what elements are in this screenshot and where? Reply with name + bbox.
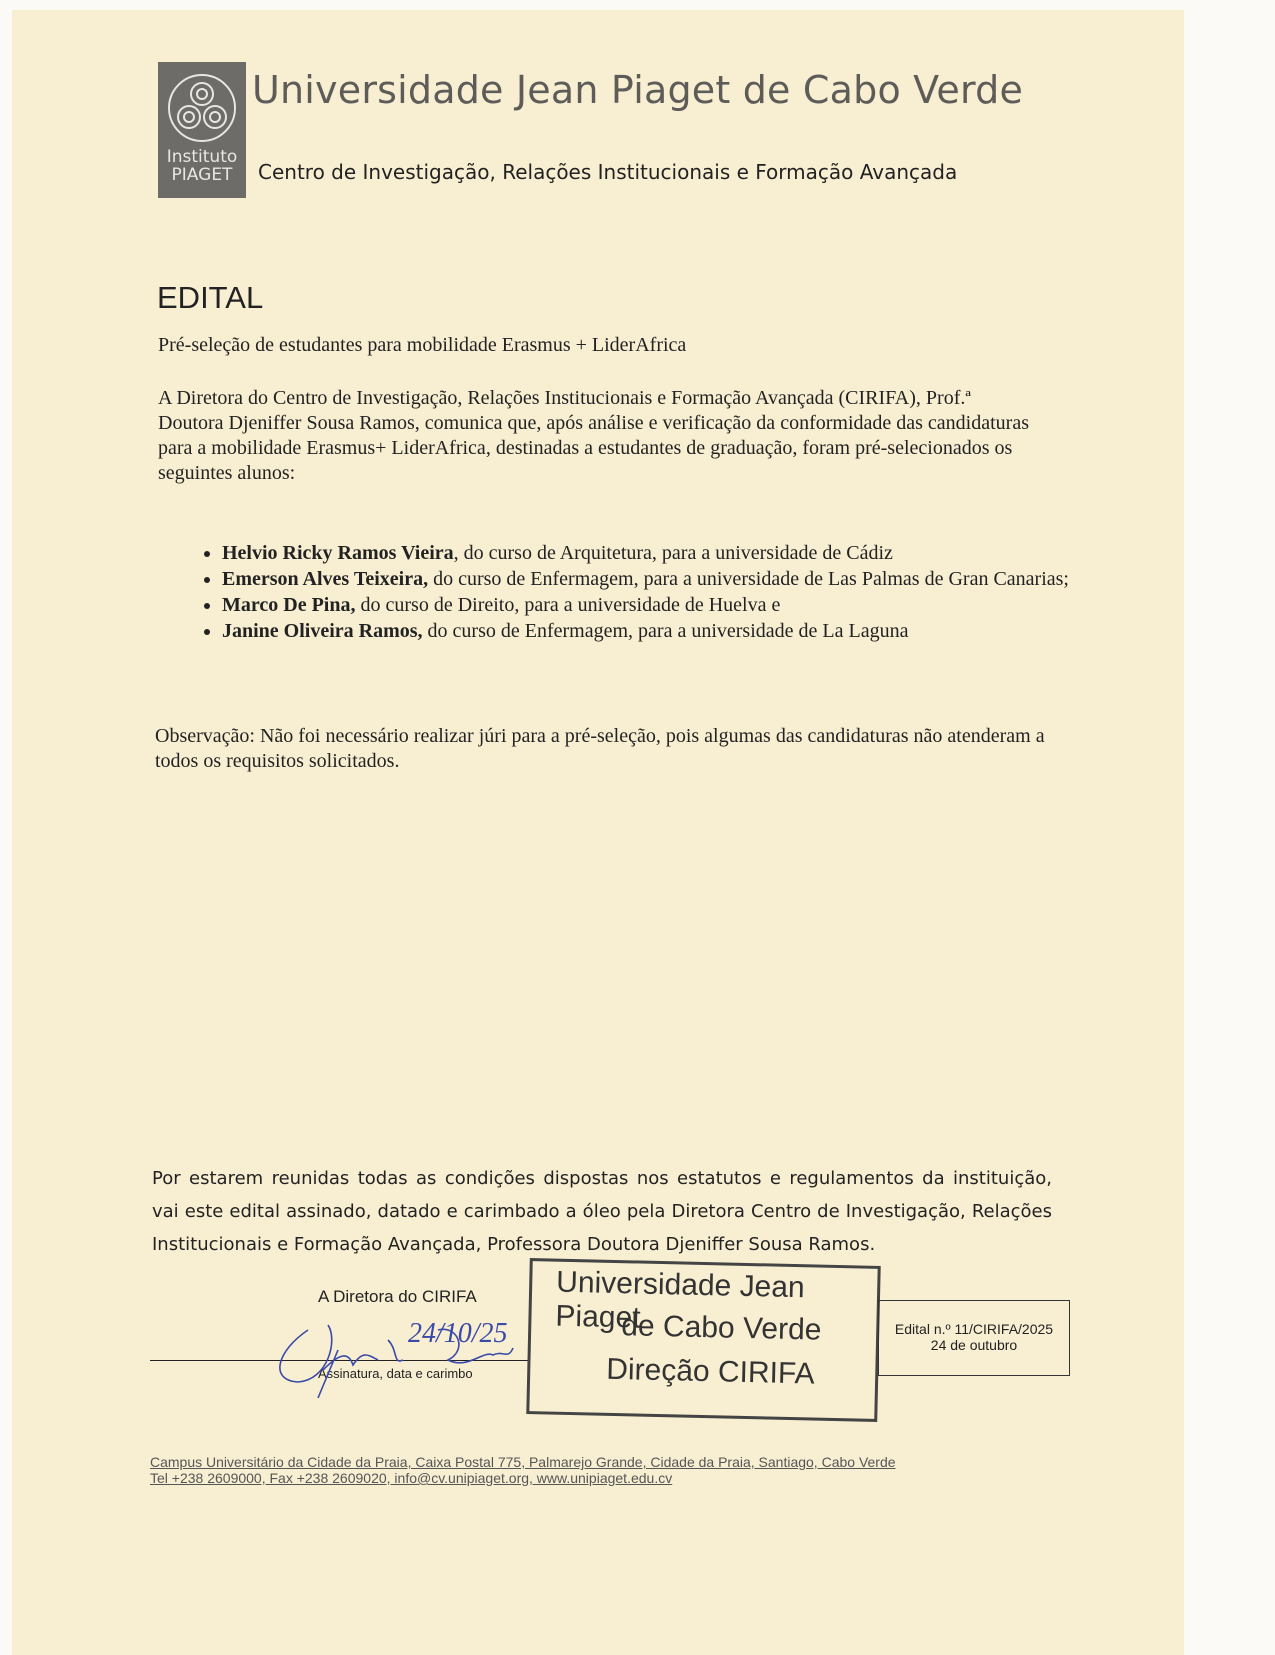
stamp-line-3: Direção CIRIFA: [605, 1352, 816, 1391]
student-item: • Helvio Ricky Ramos Vieira, do curso de Arquitetura, para a universidade de Cádiz: [222, 540, 1102, 566]
student-item: • Emerson Alves Teixeira, do curso de Enfermagem, para a universidade de Las Palmas de Gran Canarias;: [222, 566, 1102, 592]
student-list: [180, 540, 1102, 644]
footer-line-address: Campus Universitário da Cidade da Praia, Caixa Postal 775, Palmarejo Grande, Cidade da Praia, Santiago, Cabo Verde: [150, 1454, 896, 1470]
edital-reference-box: [878, 1300, 1070, 1376]
stamp-line-1: Universidade Jean Piaget: [555, 1265, 806, 1335]
handwritten-date: 24/10/25: [408, 1318, 508, 1349]
student-item: • Marco De Pina, do curso de Direito, para a universidade de Huelva e: [222, 592, 1102, 618]
official-stamp: [526, 1258, 880, 1422]
closing-paragraph: Por estarem reunidas todas as condições dispostas nos estatutos e regulamentos da instituição, vai este edital assinado, datado e carimbado a óleo pela Diretora Centro de Investigação, Relações Institucionais e Formação Avançada, Professora Doutora Djeniffer Sousa Ramos.: [152, 1168, 1052, 1255]
intro-paragraph: A Diretora do Centro de Investigação, Relações Institucionais e Formação Avançada (CIRIFA), Prof.ª Doutora Djeniffer Sousa Ramos, comunica que, após análise e verificação da conformidade das candidaturas para a mobilidade Erasmus+ LiderAfrica, destinadas a estudantes de graduação, foram pré-selecionados os seguintes alunos:: [158, 387, 1029, 484]
document-title: EDITAL: [157, 280, 264, 315]
footer-address: [150, 1454, 896, 1486]
signature-caption: Assinatura, data e carimbo: [318, 1366, 473, 1381]
edital-number: Edital n.º 11/CIRIFA/2025: [894, 1321, 1054, 1337]
triskelion-icon: [166, 72, 238, 144]
logo-text-instituto: Instituto: [166, 147, 238, 167]
student-item: • Janine Oliveira Ramos, do curso de Enfermagem, para a universidade de La Laguna: [222, 618, 1102, 644]
observation-paragraph: Observação: Não foi necessário realizar júri para a pré-seleção, pois algumas das candidaturas não atenderam a todos os requisitos solicitados.: [155, 725, 1045, 772]
signatory-role: A Diretora do CIRIFA: [318, 1287, 477, 1306]
footer-line-contacts: Tel +238 2609000, Fax +238 2609020, info@cv.unipiaget.org, www.unipiaget.edu.cv: [150, 1470, 673, 1486]
stamp-line-2: de Cabo Verde: [620, 1309, 822, 1347]
document-subtitle: Pré-seleção de estudantes para mobilidade Erasmus + LiderAfrica: [158, 334, 687, 356]
university-name: Universidade Jean Piaget de Cabo Verde: [252, 68, 1024, 112]
instituto-piaget-logo: [158, 62, 246, 198]
edital-date: 24 de outubro: [930, 1337, 1018, 1353]
centre-name: Centro de Investigação, Relações Institucionais e Formação Avançada: [258, 160, 958, 184]
logo-text-piaget: PIAGET: [171, 165, 233, 185]
